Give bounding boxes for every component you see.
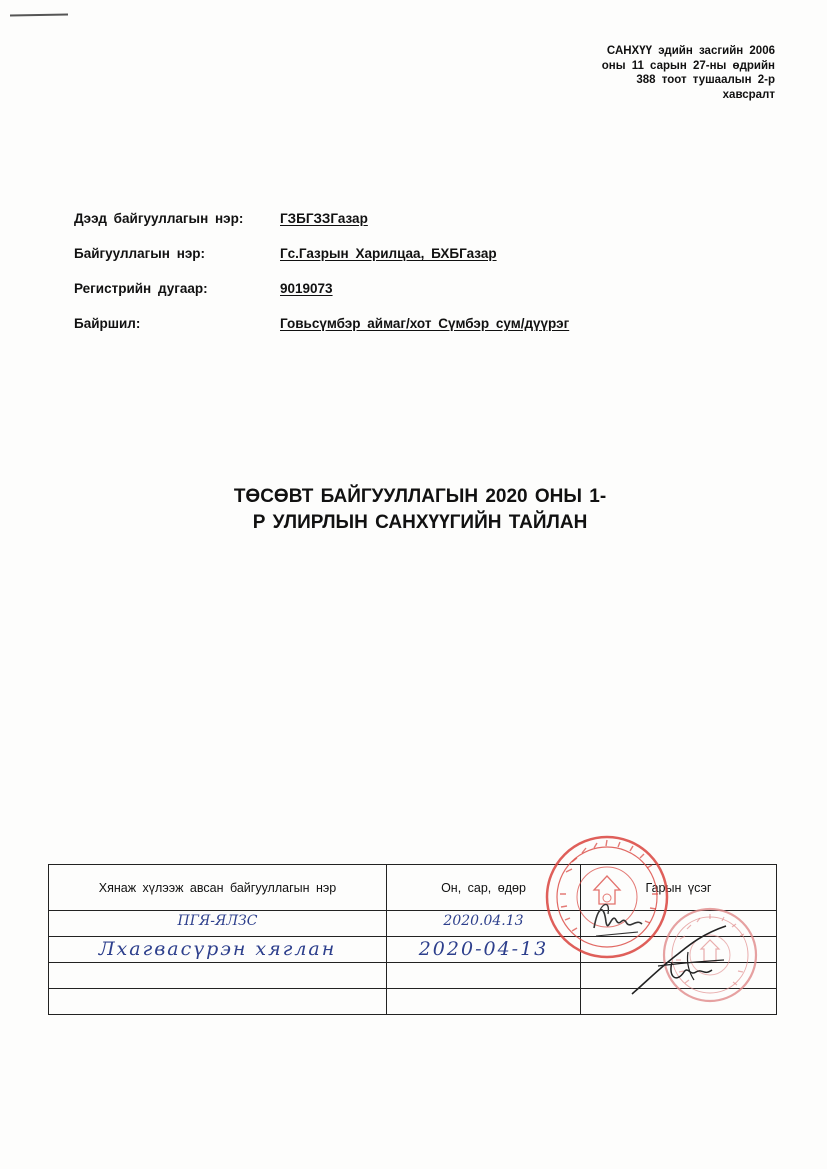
report-title-line-1: ТӨСӨВТ БАЙГУУЛЛАГЫН 2020 ОНЫ 1-	[233, 486, 607, 507]
row-2-org: Лхагвасүрэн хяглан	[98, 938, 337, 960]
parent-org-label: Дээд байгууллагын нэр:	[74, 211, 244, 226]
registry-label: Регистрийн дугаар:	[74, 281, 208, 296]
header-note	[602, 44, 775, 102]
location-value: Говьсүмбэр аймаг/хот Сүмбэр сум/дүүрэг	[280, 316, 570, 331]
header-signature: Гарын үсэг	[581, 865, 777, 911]
row-1-org-cell	[49, 911, 387, 937]
row-2-date: 2020-04-13	[418, 938, 549, 960]
row-3-org-cell	[49, 963, 387, 989]
row-4-date-cell	[387, 989, 581, 1015]
report-title-line-2: Р УЛИРЛЫН САНХҮҮГИЙН ТАЙЛАН	[252, 512, 588, 533]
scan-mark	[10, 13, 68, 16]
org-name-label: Байгууллагын нэр:	[74, 246, 206, 261]
header-note-line-4: хавсралт	[722, 88, 775, 101]
header-note-line-3: 388 тоот тушаалын 2-р	[636, 74, 775, 86]
header-org: Хянаж хүлээж авсан байгууллагын нэр	[49, 865, 387, 911]
parent-org-value: ГЗБГЗЗГазар	[280, 211, 368, 226]
org-name-value: Гс.Газрын Харилцаа, БХБГазар	[280, 246, 497, 261]
registry-value: 9019073	[280, 281, 333, 296]
signature-2-icon	[628, 922, 748, 1000]
row-1-org: ПГЯ-ЯЛЗС	[177, 913, 258, 929]
header-note-line-1: САНХҮҮ эдийн засгийн 2006	[606, 45, 775, 57]
location-label: Байршил:	[74, 316, 141, 331]
row-2-org-cell	[49, 937, 387, 963]
header-date: Он, сар, өдөр	[387, 865, 581, 911]
row-1-date: 2020.04.13	[443, 913, 524, 929]
header-note-line-2: оны 11 сарын 27-ны өдрийн	[601, 59, 775, 72]
row-4-org-cell	[49, 989, 387, 1015]
row-3-date-cell	[387, 963, 581, 989]
report-title	[150, 484, 690, 536]
